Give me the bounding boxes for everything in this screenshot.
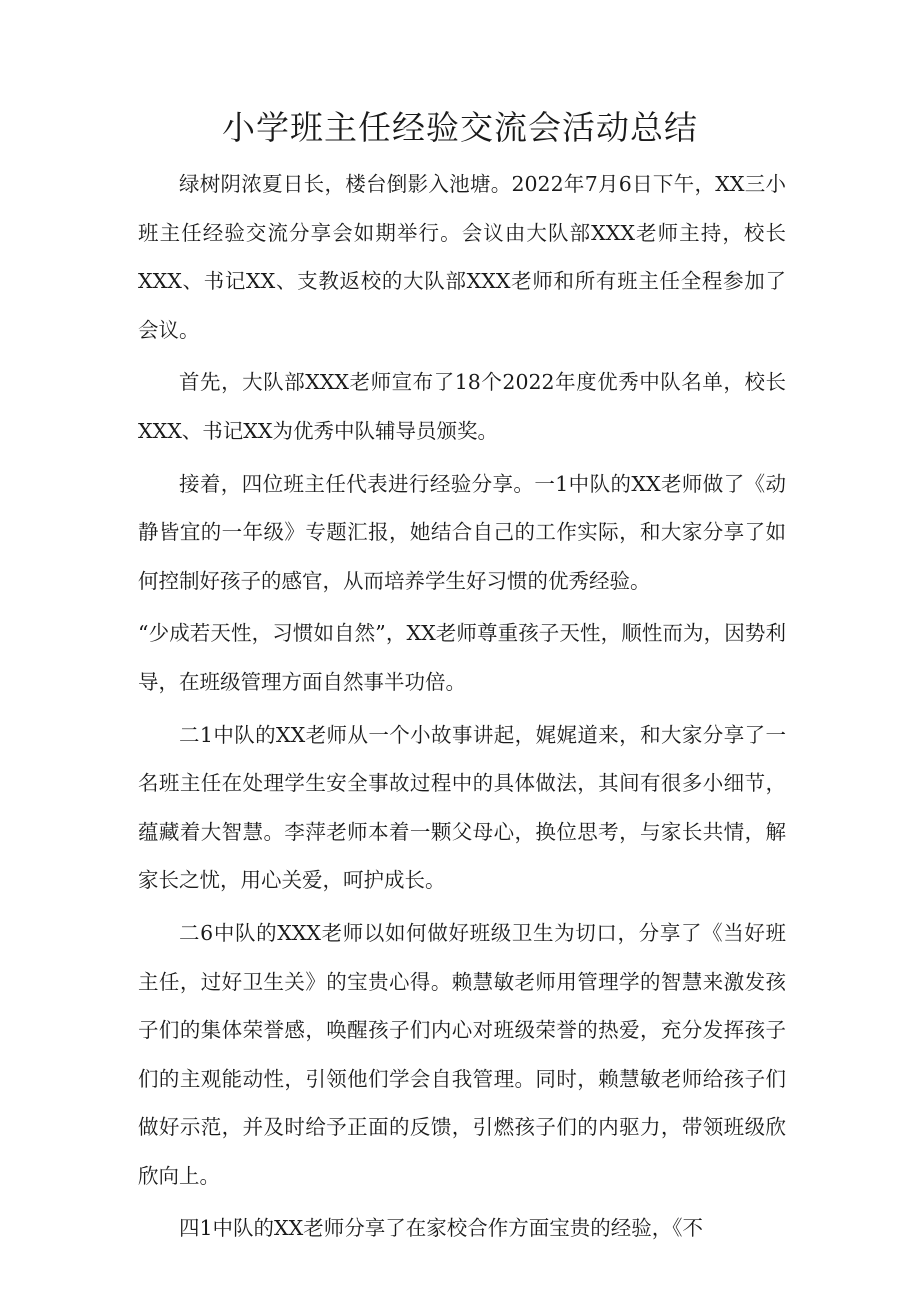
- paragraph-second-sharing: 二1中队的XX老师从一个小故事讲起，娓娓道来，和大家分享了一名班主任在处理学生安全事故过程中的具体做法，其间有很多小细节，蕴藏着大智慧。李萍老师本着一颗父母心，换位思考，与家长共情，解家长之忧，用心关爱，呵护成长。: [138, 722, 786, 893]
- paragraph-opening: 绿树阴浓夏日长，楼台倒影入池塘。2022年7月6日下午，XX三小班主任经验交流分享会如期举行。会议由大队部XXX老师主持，校长XXX、书记XX、支教返校的大队部XXX老师和所有班主任全程参加了会议。: [138, 172, 786, 342]
- paragraph-fourth-sharing: 四1中队的XX老师分享了在家校合作方面宝贵的经验，《不: [179, 1216, 703, 1241]
- paragraph-first-sharing: 接着，四位班主任代表进行经验分享。一1中队的XX老师做了《动静皆宜的一年级》专题汇报，她结合自己的工作实际，和大家分享了如何控制好孩子的感官，从而培养学生好习惯的优秀经验。: [138, 471, 786, 593]
- document-title: 小学班主任经验交流会活动总结: [222, 108, 698, 147]
- paragraph-awards: 首先，大队部XXX老师宣布了18个2022年度优秀中队名单，校长XXX、书记XX为优秀中队辅导员颁奖。: [138, 370, 786, 443]
- paragraph-third-sharing: 二6中队的XXX老师以如何做好班级卫生为切口，分享了《当好班主任，过好卫生关》的宝贵心得。赖慧敏老师用管理学的智慧来激发孩子们的集体荣誉感，唤醒孩子们内心对班级荣誉的热爱，充分发挥孩子们的主观能动性，引领他们学会自我管理。同时，赖慧敏老师给孩子们做好示范，并及时给予正面的反馈，引燃孩子们的内驱力，带领班级欣欣向上。: [138, 920, 786, 1188]
- paragraph-quote: “少成若天性，习惯如自然”，XX老师尊重孩子天性，顺性而为，因势利导，在班级管理方面自然事半功倍。: [138, 621, 786, 694]
- document-body: [138, 160, 786, 1253]
